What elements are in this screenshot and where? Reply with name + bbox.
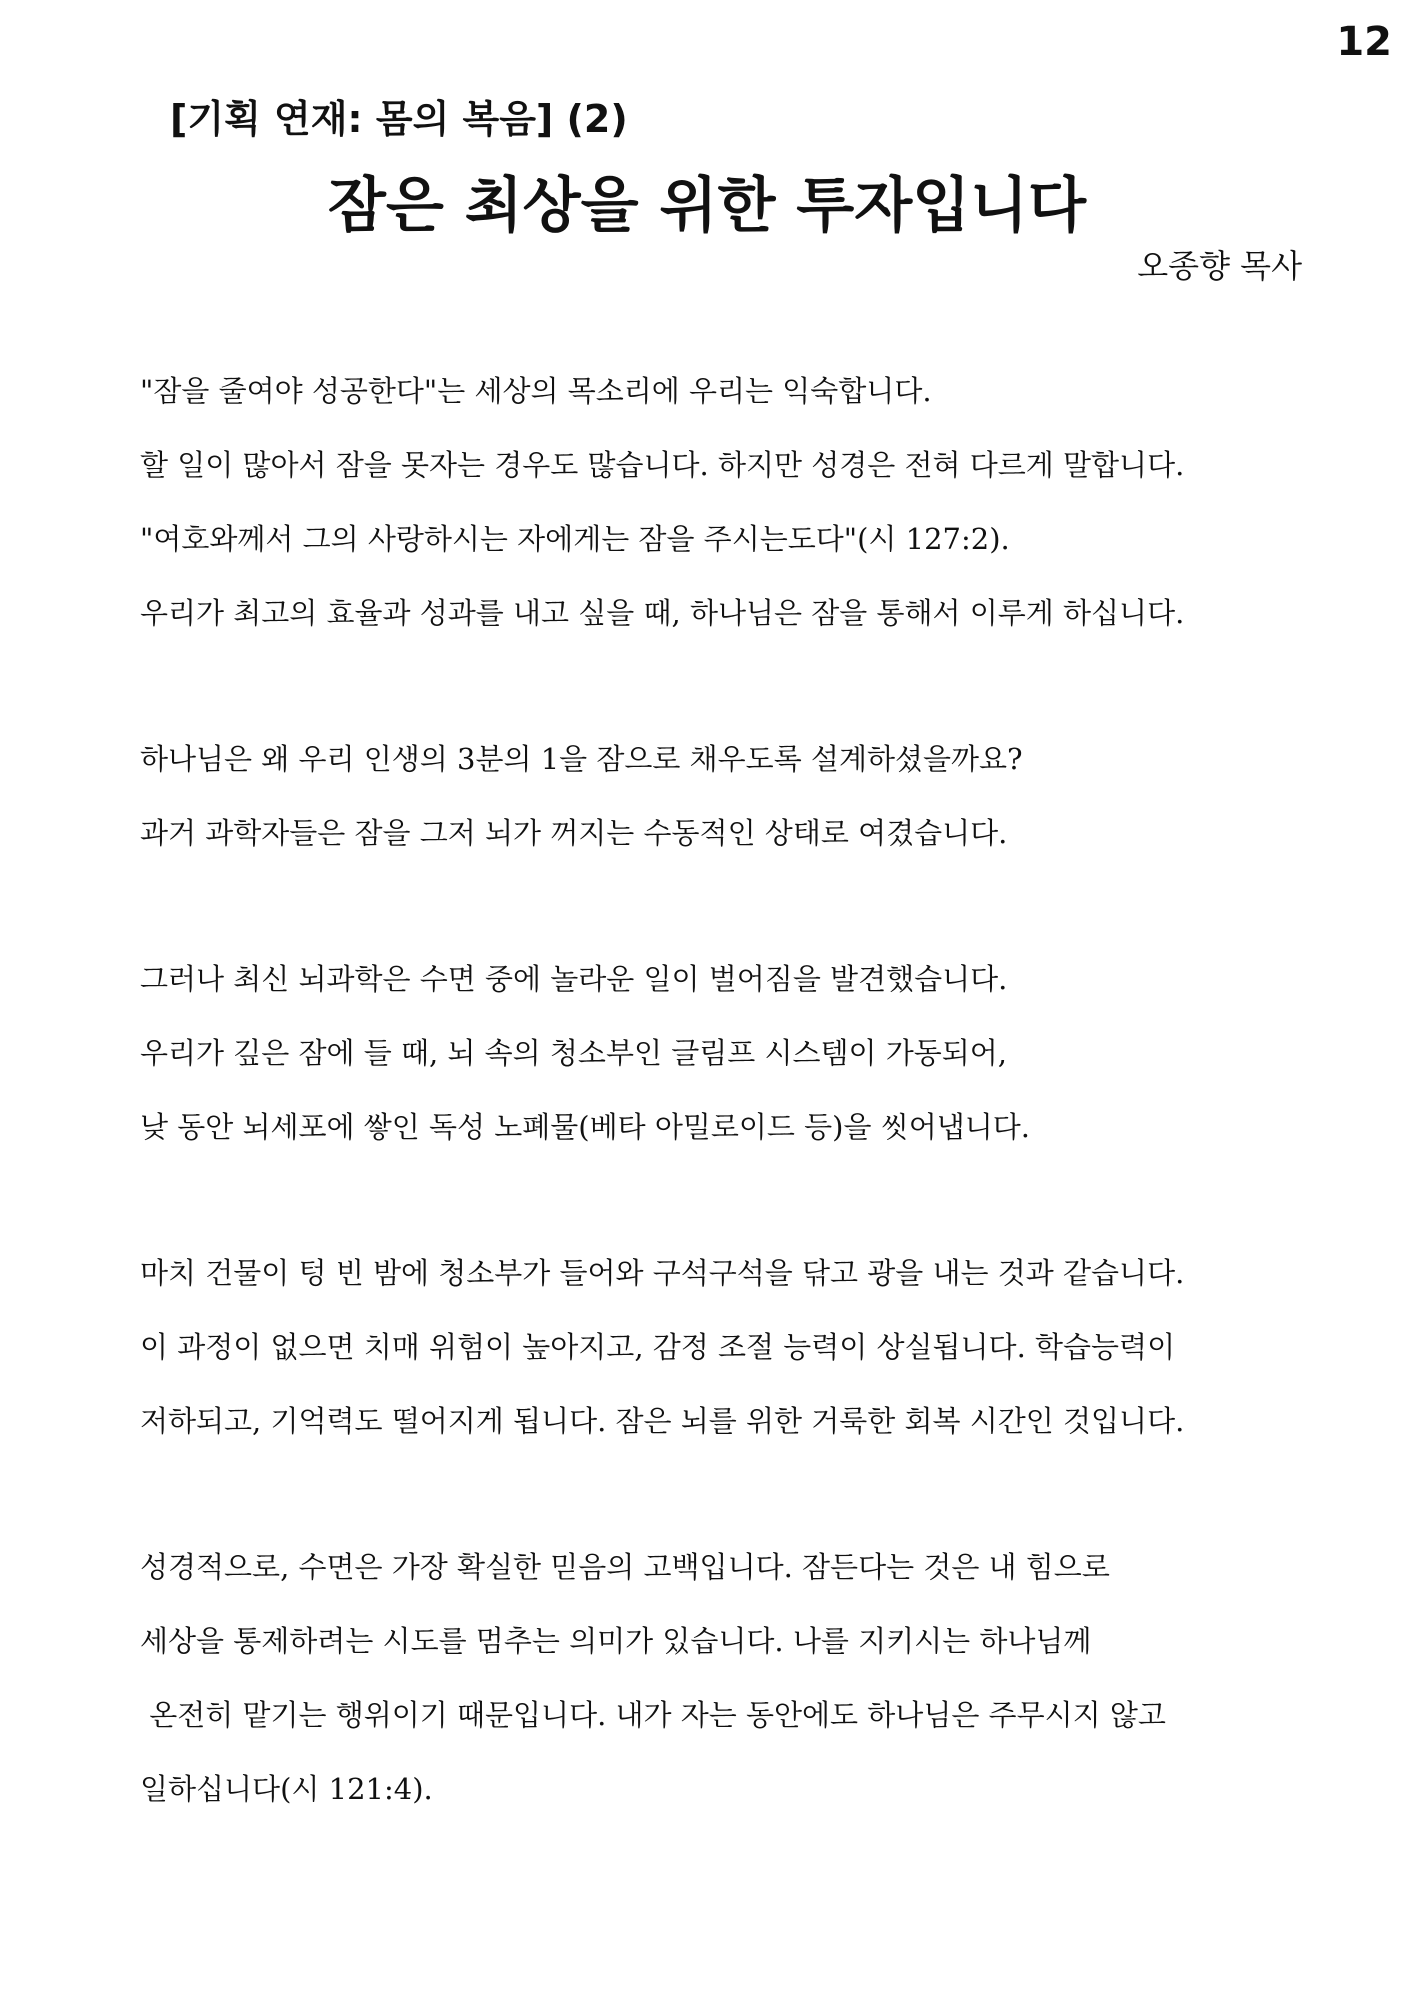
body-line: 저하되고, 기억력도 떨어지게 됩니다. 잠은 뇌를 위한 거룩한 회복 시간인 것입니다.	[140, 1404, 1185, 1438]
body-line: 세상을 통제하려는 시도를 멈추는 의미가 있습니다. 나를 지키시는 하나님께	[140, 1624, 1092, 1658]
body-line: 그러나 최신 뇌과학은 수면 중에 놀라운 일이 벌어짐을 발견했습니다.	[140, 962, 1008, 996]
body-line: 일하십니다(시 121:4).	[140, 1772, 433, 1806]
body-line: 낮 동안 뇌세포에 쌓인 독성 노폐물(베타 아밀로이드 등)을 씻어냅니다.	[140, 1110, 1030, 1144]
article-title: 잠은 최상을 위한 투자입니다	[327, 171, 1087, 241]
body-line: 온전히 맡기는 행위이기 때문입니다. 내가 자는 동안에도 하나님은 주무시지 않고	[140, 1698, 1166, 1732]
body-line: 할 일이 많아서 잠을 못자는 경우도 많습니다. 하지만 성경은 전혀 다르게 말합니다.	[140, 448, 1185, 482]
page-number: 12	[1336, 19, 1392, 65]
paragraph-1	[140, 370, 1320, 666]
body-line: 우리가 깊은 잠에 들 때, 뇌 속의 청소부인 글림프 시스템이 가동되어,	[140, 1036, 1007, 1070]
article-body	[140, 370, 1320, 1914]
body-line: 우리가 최고의 효율과 성과를 내고 싶을 때, 하나님은 잠을 통해서 이루게 하십니다.	[140, 596, 1185, 630]
paragraph-2	[140, 738, 1320, 886]
series-label: [기획 연재: 몸의 복음] (2)	[170, 97, 628, 141]
paragraph-4	[140, 1252, 1320, 1474]
paragraph-3	[140, 958, 1320, 1180]
body-line: "여호와께서 그의 사랑하시는 자에게는 잠을 주시는도다"(시 127:2).	[140, 522, 1010, 556]
body-line: 성경적으로, 수면은 가장 확실한 믿음의 고백입니다. 잠든다는 것은 내 힘으로	[140, 1550, 1110, 1584]
author-byline: 오종향 목사	[1137, 247, 1302, 285]
body-line: 이 과정이 없으면 치매 위험이 높아지고, 감정 조절 능력이 상실됩니다. 학습능력이	[140, 1330, 1176, 1364]
body-line: 과거 과학자들은 잠을 그저 뇌가 꺼지는 수동적인 상태로 여겼습니다.	[140, 816, 1008, 850]
body-line: "잠을 줄여야 성공한다"는 세상의 목소리에 우리는 익숙합니다.	[140, 374, 932, 408]
paragraph-5	[140, 1546, 1320, 1842]
body-line: 하나님은 왜 우리 인생의 3분의 1을 잠으로 채우도록 설계하셨을까요?	[140, 742, 1023, 776]
body-line: 마치 건물이 텅 빈 밤에 청소부가 들어와 구석구석을 닦고 광을 내는 것과 같습니다.	[140, 1256, 1185, 1290]
